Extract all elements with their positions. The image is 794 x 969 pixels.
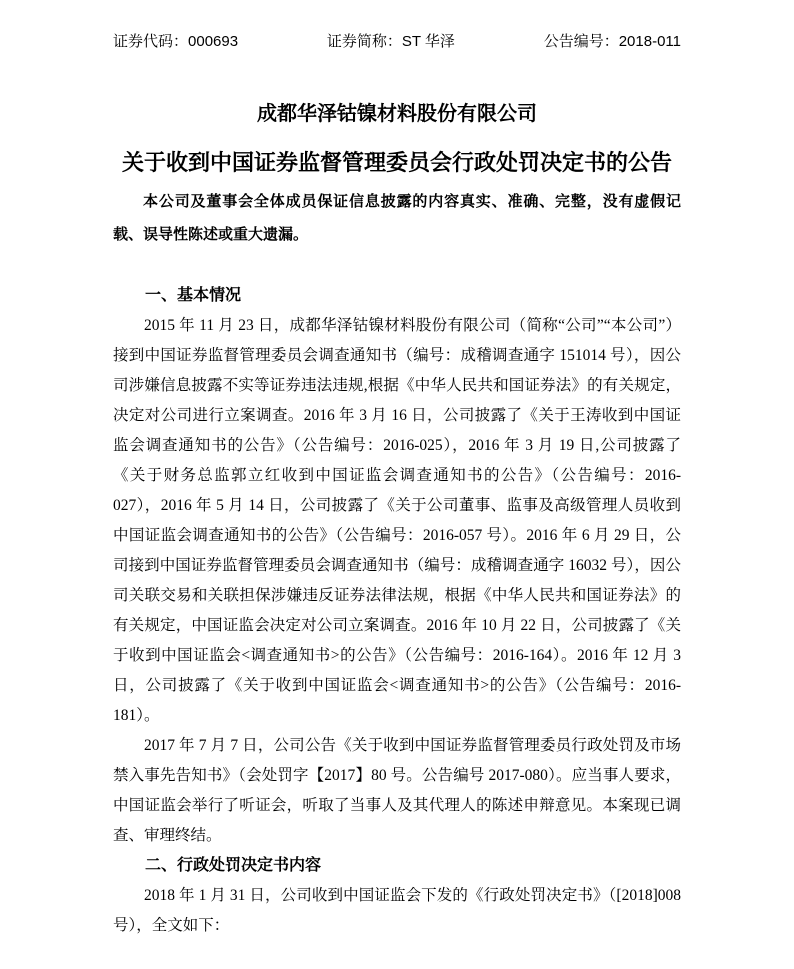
company-title: 成都华泽钴镍材料股份有限公司 xyxy=(257,103,537,125)
stock-code-label: 证券代码： xyxy=(113,33,189,50)
section-heading-basic-information: 一、基本情况 xyxy=(145,287,242,304)
stock-name-value: ST 华泽 xyxy=(401,33,455,50)
announcement-title: 关于收到中国证券监督管理委员会行政处罚决定书的公告 xyxy=(121,150,672,175)
announcement-number-value: 2018-011 xyxy=(618,33,681,50)
stock-code xyxy=(113,30,238,51)
securities-header-row xyxy=(113,30,681,50)
announcement-number-label: 公告编号： xyxy=(543,33,619,50)
stock-name-label: 证券简称： xyxy=(326,33,402,50)
announcement-number xyxy=(544,30,681,51)
paragraph-investigation-history: 2015 年 11 月 23 日，成都华泽钴镍材料股份有限公司（简称“公司”“本公司”） 接到中国证券监督管理委员会调查通知书（编号：成稽调查通字 151014 号），因公司涉嫌信息披露不实等证券违法违规,根据《中华人民共和国证券法》的有关规定，决定对公司进行立案调查。2016 年 3 月 16 日，公司披露了《关于王涛收到中国证监会调查通知书的公告》（公告编号：2016-025），2016 年 3 月 19 日,公司披露了《关于财务总监郭立红收到中国证监会调查通知书的公告》（公告编号：2016-027），2016 年 5 月 14 日，公司披露了《关于公司董事、监事及高级管理人员收到中国证监会调查通知书的公告》（公告编号：2016-057 号）。2016 年 6 月 29 日，公司接到中国证券监督管理委员会调查通知书（编号：成稽调查通字 16032 号），因公司关联交易和关联担保涉嫌违反证券法律法规，根据《中华人民共和国证券法》的有关规定，中国证监会决定对公司立案调查。2016 年 10 月 22 日，公司披露了《关于收到中国证监会<调查通知书>的公告》（公告编号：2016-164）。2016 年 12 月 3 日，公司披露了《关于收到中国证监会<调查通知书>的公告》（公告编号：2016-181）。 xyxy=(113,317,681,724)
stock-code-value: 000693 xyxy=(188,33,239,50)
section-heading-penalty-decision-content: 二、行政处罚决定书内容 xyxy=(145,857,322,874)
paragraph-decision-received: 2018 年 1 月 31 日，公司收到中国证监会下发的《行政处罚决定书》（[2018]008 号），全文如下： xyxy=(113,887,681,934)
board-disclaimer: 本公司及董事会全体成员保证信息披露的内容真实、准确、完整，没有虚假记载、误导性陈述或重大遗漏。 xyxy=(113,193,681,243)
stock-name xyxy=(327,30,455,51)
paragraph-prior-notice-and-hearing: 2017 年 7 月 7 日，公司公告《关于收到中国证券监督管理委员行政处罚及市场禁入事先告知书》（会处罚字【2017】80 号。公告编号 2017-080）。应当事人要求，中国证监会举行了听证会，听取了当事人及其代理人的陈述申辩意见。本案现已调查、审理终结。 xyxy=(113,737,681,844)
